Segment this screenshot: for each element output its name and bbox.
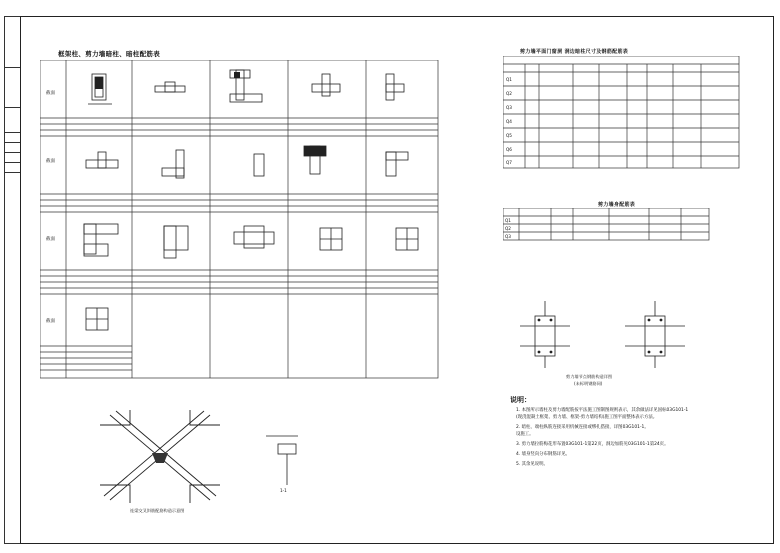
- note-3: 3. 剪力墙拉筋梅花形布置03G101-1第22页，洞边加筋见03G101-1第24页。: [516, 442, 669, 447]
- right-table2-title: 剪力墙身配筋表: [598, 202, 636, 208]
- main-title: 框架柱、剪力墙暗柱、暗柱配筋表: [58, 50, 160, 58]
- rt1-row2-id: Q2: [506, 91, 512, 96]
- section-1-1-detail: [258, 430, 318, 500]
- rt2-row3-id: Q3: [505, 234, 511, 239]
- note-1b: (现浇混凝土框架、剪力墙、框架-剪力墙结构)施工图平面整体表示方法。: [516, 415, 658, 420]
- right-table1-title: 剪力墙平面门窗洞 洞边暗柱尺寸及钢筋配筋表: [520, 49, 629, 55]
- row-label-section-1: 截面: [46, 91, 55, 96]
- section-label: 1-1: [280, 488, 287, 493]
- rt1-row4-id: Q4: [506, 119, 512, 124]
- rt1-row7-id: Q7: [506, 160, 512, 165]
- row-label-section-2: 截面: [46, 159, 55, 164]
- note-1: 1. 本图所示墙柱及剪力墙配筋按平法施工图制图规则表示，其余做法详见国标03G101-1: [516, 408, 689, 413]
- rt2-row1-id: Q1: [505, 218, 511, 223]
- detail-caption-2: (未标明钢筋同): [574, 381, 603, 386]
- bottom-caption: 连梁交叉斜筋配筋构造示意图: [130, 508, 185, 513]
- note-4: 4. 墙身竖向分布钢筋详见。: [516, 452, 570, 457]
- cross-bracing-diagram: [90, 405, 230, 510]
- wall-node-details: [515, 296, 715, 376]
- notes-title: 说明：: [510, 396, 531, 404]
- rt1-row6-id: Q6: [506, 147, 512, 152]
- right-table2: [503, 208, 713, 244]
- rt1-row3-id: Q3: [506, 105, 512, 110]
- note-2: 2. 暗柱、端柱纵筋连接采用机械连接或绑扎搭接，详图03G101-1。: [516, 425, 649, 430]
- rt2-row2-id: Q2: [505, 226, 511, 231]
- column-reinforcement-table: [40, 60, 440, 380]
- right-table1: [503, 56, 743, 172]
- rt1-row1-id: Q1: [506, 77, 512, 82]
- detail-caption: 剪力墙节点钢筋构造详图: [566, 374, 613, 379]
- row-label-section-3: 截面: [46, 237, 55, 242]
- note-2b: 设施工。: [516, 432, 534, 437]
- title-block-strip: [4, 16, 21, 544]
- note-5: 5. 其余见说明。: [516, 462, 548, 467]
- row-label-section-4: 截面: [46, 319, 55, 324]
- rt1-row5-id: Q5: [506, 133, 512, 138]
